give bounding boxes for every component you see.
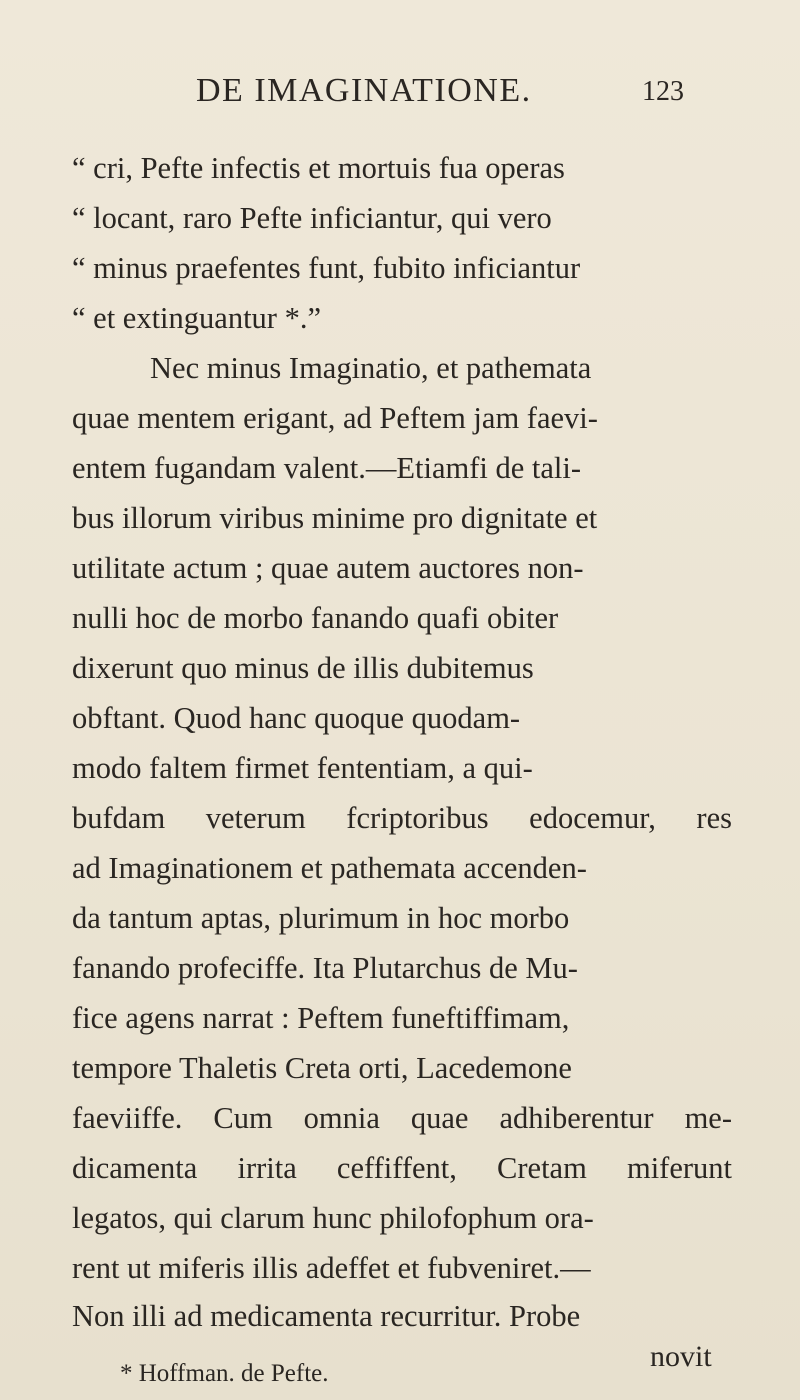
text-line: bus illorum viribus minime pro dignitate et bbox=[72, 501, 598, 535]
text-line: legatos, qui clarum hunc philofophum ora- bbox=[72, 1201, 594, 1235]
running-title: DE IMAGINATIONE. bbox=[196, 72, 532, 109]
text-line: ad Imaginationem et pathemata accenden- bbox=[72, 851, 587, 885]
text-line: faeviiffe. Cum omnia quae adhiberentur me- bbox=[72, 1101, 732, 1135]
catchword: novit bbox=[650, 1340, 712, 1373]
text-line: Non illi ad medicamenta recurritur. Probe bbox=[72, 1299, 581, 1333]
text-line: “ locant, raro Pefte inficiantur, qui vero bbox=[72, 201, 552, 235]
paragraph-first-line: Nec minus Imaginatio, et pathemata bbox=[150, 351, 592, 385]
text-line: fice agens narrat : Peftem funeftiffimam, bbox=[72, 1001, 570, 1035]
text-line: nulli hoc de morbo fanando quafi obiter bbox=[72, 601, 559, 635]
text-line: fanando profeciffe. Ita Plutarchus de Mu- bbox=[72, 951, 578, 985]
text-line: tempore Thaletis Creta orti, Lacedemone bbox=[72, 1051, 572, 1085]
text-line: entem fugandam valent.—Etiamfi de tali- bbox=[72, 451, 581, 485]
text-line: bufdam veterum fcriptoribus edocemur, res bbox=[72, 801, 732, 835]
text-line: “ minus praefentes funt, fubito inficiantur bbox=[72, 251, 581, 285]
text-line: dicamenta irrita ceffiffent, Cretam miferunt bbox=[72, 1151, 733, 1185]
footnote: * Hoffman. de Pefte. bbox=[120, 1360, 329, 1387]
text-line: obftant. Quod hanc quoque quodam- bbox=[72, 701, 521, 735]
text-line: quae mentem erigant, ad Peftem jam faevi- bbox=[72, 401, 598, 435]
text-line: modo faltem firmet fententiam, a qui- bbox=[72, 751, 533, 785]
text-line: rent ut miferis illis adeffet et fubveniret.— bbox=[72, 1251, 591, 1285]
text-line: “ et extinguantur *.” bbox=[72, 301, 321, 335]
text-line: “ cri, Pefte infectis et mortuis fua operas bbox=[72, 151, 565, 185]
text-line: dixerunt quo minus de illis dubitemus bbox=[72, 651, 534, 685]
page-number: 123 bbox=[642, 76, 684, 107]
text-line: utilitate actum ; quae autem auctores non- bbox=[72, 551, 584, 585]
text-line: da tantum aptas, plurimum in hoc morbo bbox=[72, 901, 570, 935]
